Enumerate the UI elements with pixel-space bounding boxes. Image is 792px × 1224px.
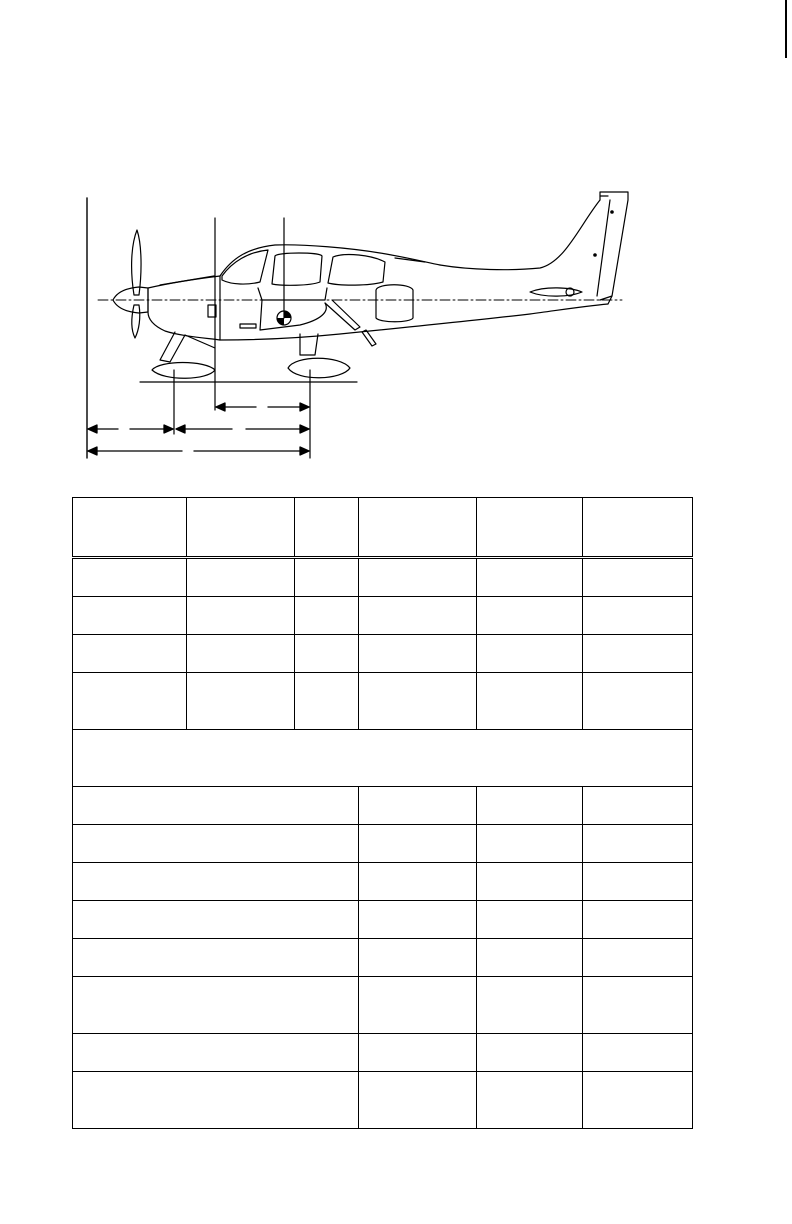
- table-cell: [73, 977, 359, 1034]
- table-row: [73, 977, 693, 1034]
- table-cell: [477, 901, 583, 939]
- table-cell: [73, 939, 359, 977]
- header-cell: [477, 498, 583, 557]
- table-cell: [359, 787, 477, 825]
- table-cell: [477, 939, 583, 977]
- table-cell: [295, 597, 359, 635]
- aircraft-diagram: [0, 0, 792, 470]
- table-cell: [73, 673, 187, 730]
- table-cell: [295, 673, 359, 730]
- weight-balance-table: [72, 497, 693, 1129]
- table-cell: [73, 1072, 359, 1129]
- table-cell: [73, 559, 187, 597]
- aft-window: [376, 285, 413, 322]
- table-cell: [73, 901, 359, 939]
- table-cell: [73, 825, 359, 863]
- header-cell: [187, 498, 295, 557]
- table-cell: [583, 1072, 693, 1129]
- main-wheel-fairing: [288, 358, 350, 378]
- propeller-lower-blade: [132, 305, 140, 338]
- table-cell: [359, 977, 477, 1034]
- table-cell: [359, 939, 477, 977]
- table-cell: [583, 939, 693, 977]
- table-cell: [359, 901, 477, 939]
- table-cell: [359, 673, 477, 730]
- table-cell: [477, 673, 583, 730]
- table-cell: [583, 977, 693, 1034]
- windshield: [222, 250, 268, 284]
- table-cell: [359, 825, 477, 863]
- table-cell: [187, 597, 295, 635]
- table-cell: [187, 673, 295, 730]
- table-row: [73, 1034, 693, 1072]
- table-cell: [477, 825, 583, 863]
- table-note: [73, 730, 693, 787]
- table-cell: [477, 1072, 583, 1129]
- table-cell: [583, 635, 693, 673]
- front-side-window: [272, 253, 322, 285]
- table-row: [73, 597, 693, 635]
- table-cell: [583, 673, 693, 730]
- table-cell: [187, 635, 295, 673]
- table-cell: [583, 1034, 693, 1072]
- table-cell: [477, 1034, 583, 1072]
- table-cell: [73, 1034, 359, 1072]
- table-cell: [73, 787, 359, 825]
- table-cell: [359, 1072, 477, 1129]
- dimension-arrow-nose-gear-to-main-gear: [176, 425, 309, 433]
- table-header-row: [73, 498, 693, 557]
- table-row: [73, 901, 693, 939]
- dimension-arrow-datum-to-main-gear: [88, 447, 309, 455]
- table-cell: [295, 635, 359, 673]
- table-cell: [359, 1034, 477, 1072]
- table-cell: [477, 635, 583, 673]
- table-row: [73, 1072, 693, 1129]
- table-cell: [73, 635, 187, 673]
- table-cell: [359, 559, 477, 597]
- table-cell: [583, 597, 693, 635]
- dimension-arrow-firewall-to-main-gear: [216, 403, 309, 411]
- table-row: [73, 559, 693, 597]
- table-row: [73, 863, 693, 901]
- table-cell: [477, 977, 583, 1034]
- table-cell: [583, 825, 693, 863]
- table-cell: [583, 787, 693, 825]
- aircraft-side-profile-icon: [113, 192, 628, 378]
- table-note-row: [73, 730, 693, 787]
- header-cell: [583, 498, 693, 557]
- dimension-arrow-datum-to-nose-gear: [88, 425, 173, 433]
- header-cell: [359, 498, 477, 557]
- header-cell: [73, 498, 187, 557]
- cowling: [148, 276, 220, 340]
- table-row: [73, 673, 693, 730]
- table-cell: [477, 787, 583, 825]
- propeller-upper-blade: [132, 230, 141, 295]
- table-cell: [477, 863, 583, 901]
- nose-gear-strut: [160, 332, 185, 362]
- table-row: [73, 825, 693, 863]
- table-cell: [583, 901, 693, 939]
- table-cell: [477, 597, 583, 635]
- header-cell: [295, 498, 359, 557]
- table-cell: [583, 863, 693, 901]
- table-row: [73, 787, 693, 825]
- table-row: [73, 635, 693, 673]
- table-cell: [73, 597, 187, 635]
- rear-side-window: [328, 255, 385, 286]
- table-cell: [359, 635, 477, 673]
- wing-root: [260, 300, 326, 330]
- table-cell: [583, 559, 693, 597]
- table-cell: [359, 597, 477, 635]
- table-cell: [187, 559, 295, 597]
- table-cell: [295, 559, 359, 597]
- nose-wheel-fairing: [152, 363, 215, 379]
- center-of-gravity-icon: [277, 311, 291, 325]
- table-row: [73, 939, 693, 977]
- table-cell: [359, 863, 477, 901]
- table-cell: [73, 863, 359, 901]
- table-cell: [477, 559, 583, 597]
